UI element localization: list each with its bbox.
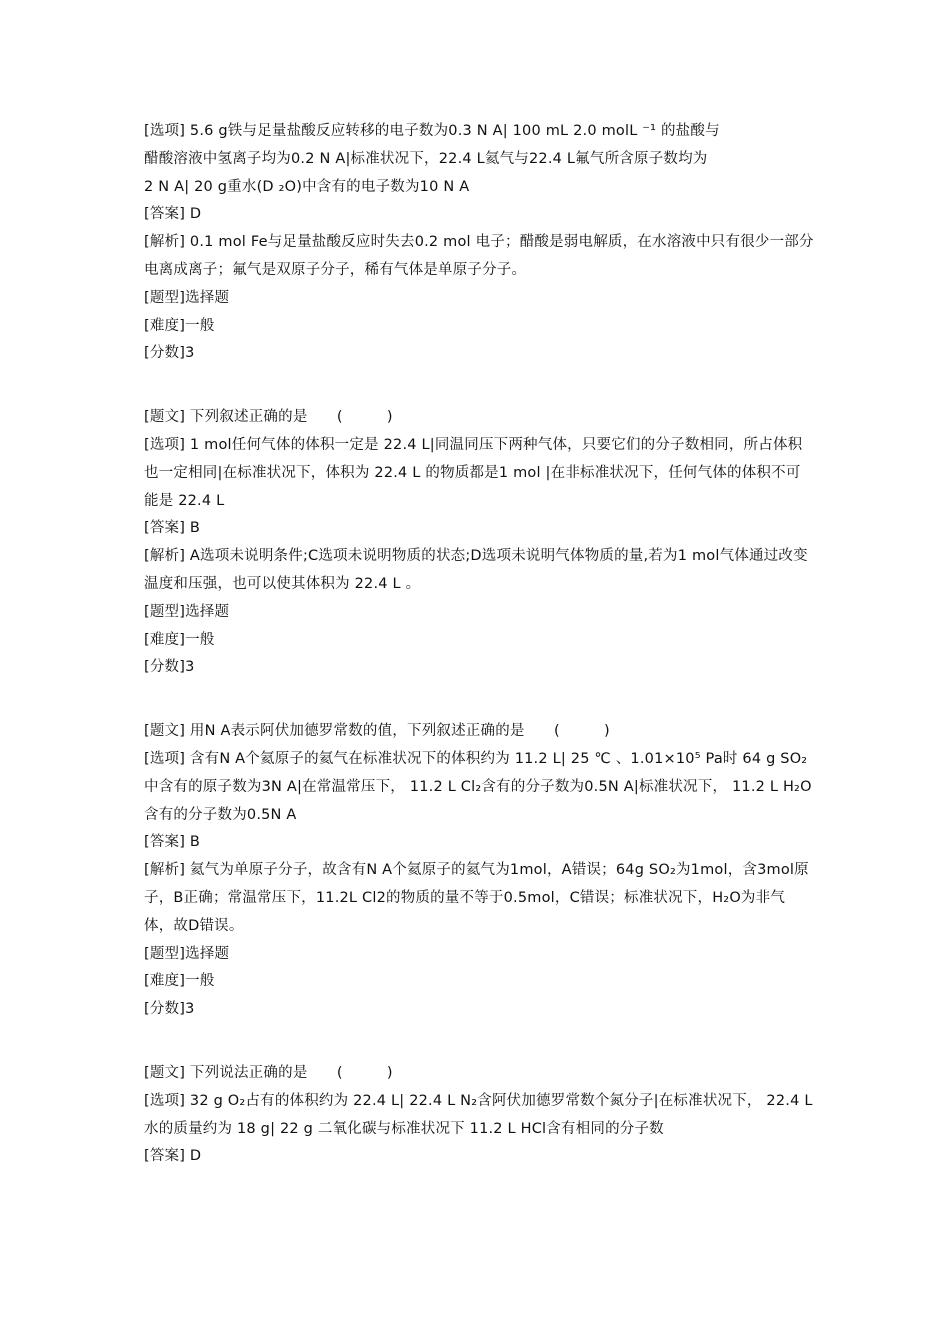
question-2	[144, 404, 814, 682]
q3-difficulty: [难度]一般	[144, 973, 215, 990]
q3-score: [分数]3	[144, 1001, 195, 1018]
q1-type: [题型]选择题	[144, 289, 230, 306]
q1-analysis: [解析] 0.1 mol Fe与足量盐酸反应时失去0.2 mol 电子；醋酸是弱电解质，在水溶液中只有很少一部分电离成离子；氟气是双原子分子，稀有气体是单原子分子。	[144, 234, 814, 278]
q3-analysis: [解析] 氦气为单原子分子，故含有N A个氦原子的氦气为1mol，A错误；64g SO₂为1mol，含3mol原子，B正确；常温常压下，11.2L Cl2的物质的量不等于0.5mol，C错误；标准状况下，H₂O为非气体，故D错误。	[144, 862, 809, 934]
question-3	[144, 718, 814, 1024]
q2-analysis: [解析] A选项未说明条件;C选项未说明物质的状态;D选项未说明气体物质的量,若为1 mol气体通过改变温度和压强，也可以使其体积为 22.4 L 。	[144, 548, 808, 592]
q2-difficulty: [难度]一般	[144, 631, 215, 648]
q4-options: [选项] 32 g O₂占有的体积约为 22.4 L| 22.4 L N₂含阿伏加德罗常数个氮分子|在标准状况下， 22.4 L 水的质量约为 18 g| 22 g 二氧化碳与标准状况下 11.2 L HCl含有相同的分子数	[144, 1092, 818, 1137]
q1-answer: [答案] D	[144, 206, 202, 223]
q2-answer: [答案] B	[144, 520, 201, 537]
q3-type: [题型]选择题	[144, 945, 230, 962]
q4-answer: [答案] D	[144, 1148, 202, 1165]
q2-type: [题型]选择题	[144, 603, 230, 620]
q1-options-line-3: 2 N A| 20 g重水(D ₂O)中含有的电子数为10 N A	[144, 178, 470, 195]
q3-stem: [题文] 用N A表示阿伏加德罗常数的值，下列叙述正确的是 ( )	[144, 723, 610, 740]
q1-difficulty: [难度]一般	[144, 317, 215, 334]
q2-score: [分数]3	[144, 659, 195, 676]
q1-score: [分数]3	[144, 345, 195, 362]
document-body	[144, 118, 818, 1207]
q3-options: [选项] 含有N A个氦原子的氦气在标准状况下的体积约为 11.2 L| 25 ℃ 、1.01×10⁵ Pa时 64 g SO₂中含有的原子数为3N A|在常温常压下， 11.2 L Cl₂含有的分子数为0.5N A|标准状况下， 11.2 L H₂O含有的分子数为0.5N A	[144, 750, 812, 823]
q2-stem: [题文] 下列叙述正确的是 ( )	[144, 409, 393, 426]
q4-stem: [题文] 下列说法正确的是 ( )	[144, 1064, 393, 1081]
question-1	[144, 118, 814, 368]
q3-answer: [答案] B	[144, 834, 201, 851]
q1-options-line-1: [选项] 5.6 g铁与足量盐酸反应转移的电子数为0.3 N A| 100 mL 2.0 molL ⁻¹ 的盐酸与	[144, 123, 720, 139]
q1-options-line-2: 醋酸溶液中氢离子均为0.2 N A|标准状况下，22.4 L氦气与22.4 L氟气所含原子数均为	[144, 150, 708, 167]
q2-options: [选项] 1 mol任何气体的体积一定是 22.4 L|同温同压下两种气体，只要它们的分子数相同，所占体积也一定相同|在标准状况下，体积为 22.4 L 的物质都是1 mol |在非标准状况下，任何气体的体积不可能是 22.4 L	[144, 436, 803, 509]
question-4	[144, 1060, 818, 1171]
